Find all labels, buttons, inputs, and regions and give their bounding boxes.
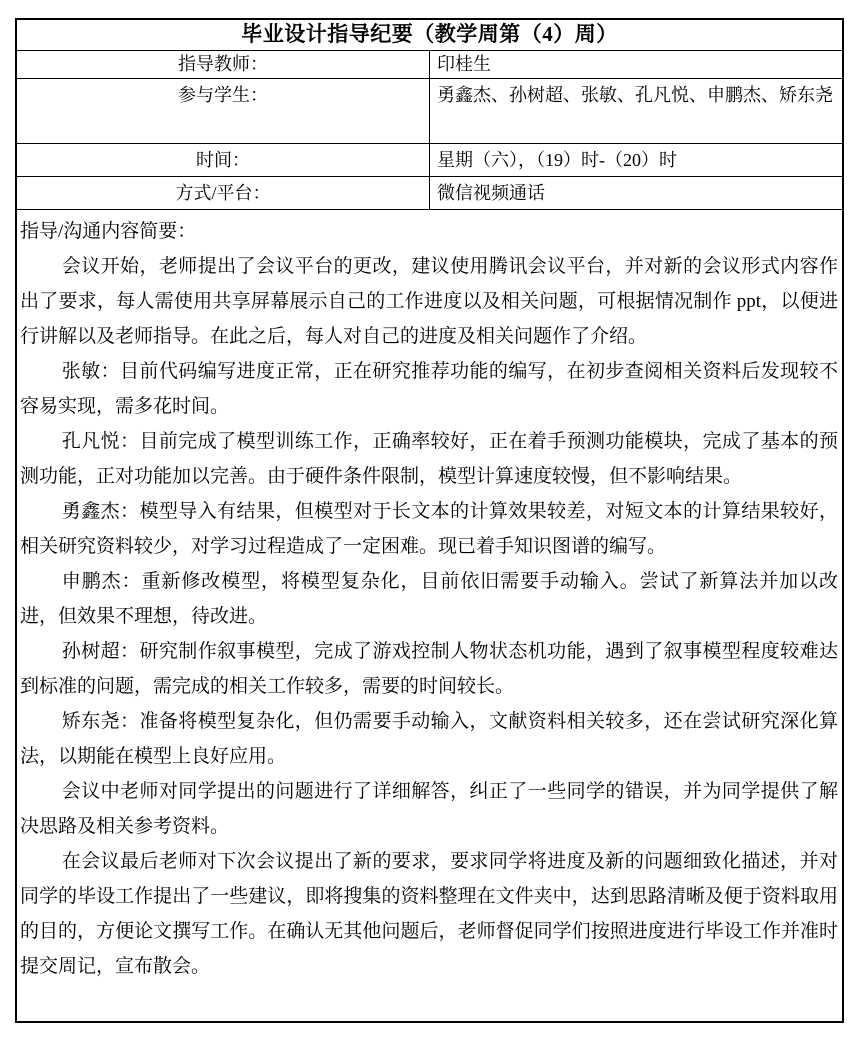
- teacher-label: 指导教师：: [17, 51, 430, 78]
- document-title: 毕业设计指导纪要（教学周第（4）周）: [17, 20, 842, 51]
- info-row-teacher: [17, 51, 842, 79]
- teacher-value: 印桂生: [437, 54, 491, 74]
- content-paragraph-teacher-answers: 会议中老师对同学提出的问题进行了详细解答，纠正了一些同学的错误，并为同学提供了解决思路及相关参考资料。: [20, 781, 838, 837]
- content-paragraph-shenpengjie: 申鹏杰：重新修改模型，将模型复杂化，目前依旧需要手动输入。尝试了新算法并加以改进，但效果不理想，待改进。: [20, 571, 838, 627]
- meeting-minutes-table: [15, 18, 844, 1023]
- platform-value: 微信视频通话: [437, 183, 545, 203]
- platform-label: 方式/平台：: [17, 177, 430, 209]
- time-value: 星期（六），（19）时-（20）时: [437, 150, 677, 170]
- content-header: 指导/沟通内容简要：: [20, 221, 197, 242]
- time-label: 时间：: [17, 144, 430, 176]
- info-row-platform: [17, 177, 842, 210]
- content-section: [17, 210, 842, 1021]
- content-paragraph-sunshuchao: 孙树超：研究制作叙事模型，完成了游戏控制人物状态机功能，遇到了叙事模型程度较难达到标准的问题，需完成的相关工作较多，需要的时间较长。: [20, 641, 838, 697]
- content-paragraph-jiaodongyao: 矫东尧：准备将模型复杂化，但仍需要手动输入，文献资料相关较多，还在尝试研究深化算法，以期能在模型上良好应用。: [20, 711, 838, 767]
- content-paragraph-meeting-end: 在会议最后老师对下次会议提出了新的要求，要求同学将进度及新的问题细致化描述，并对同学的毕设工作提出了一些建议，即将搜集的资料整理在文件夹中，达到思路清晰及便于资料取用的目的，方便论文撰写工作。在确认无其他问题后，老师督促同学们按照进度进行毕设工作并准时提交周记，宣布散会。: [20, 851, 838, 977]
- content-paragraph-yongxinjie: 勇鑫杰：模型导入有结果，但模型对于长文本的计算效果较差，对短文本的计算结果较好，相关研究资料较少，对学习过程造成了一定困难。现已着手知识图谱的编写。: [20, 501, 838, 557]
- content-paragraph-zhangmin: 张敏：目前代码编写进度正常，正在研究推荐功能的编写，在初步查阅相关资料后发现较不容易实现，需多花时间。: [20, 361, 838, 417]
- content-paragraph-kongfanyue: 孔凡悦：目前完成了模型训练工作，正确率较好，正在着手预测功能模块，完成了基本的预测功能，正对功能加以完善。由于硬件条件限制，模型计算速度较慢，但不影响结果。: [20, 431, 838, 487]
- info-row-students: [17, 79, 842, 144]
- content-paragraph-meeting-start: 会议开始，老师提出了会议平台的更改，建议使用腾讯会议平台，并对新的会议形式内容作出了要求，每人需使用共享屏幕展示自己的工作进度以及相关问题，可根据情况制作 ppt，以便进行讲解以及老师指导。在此之后，每人对自己的进度及相关问题作了介绍。: [20, 256, 838, 347]
- info-row-time: [17, 144, 842, 177]
- students-label: 参与学生：: [17, 79, 430, 143]
- students-value: 勇鑫杰、孙树超、张敏、孔凡悦、申鹏杰、矫东尧: [437, 85, 833, 105]
